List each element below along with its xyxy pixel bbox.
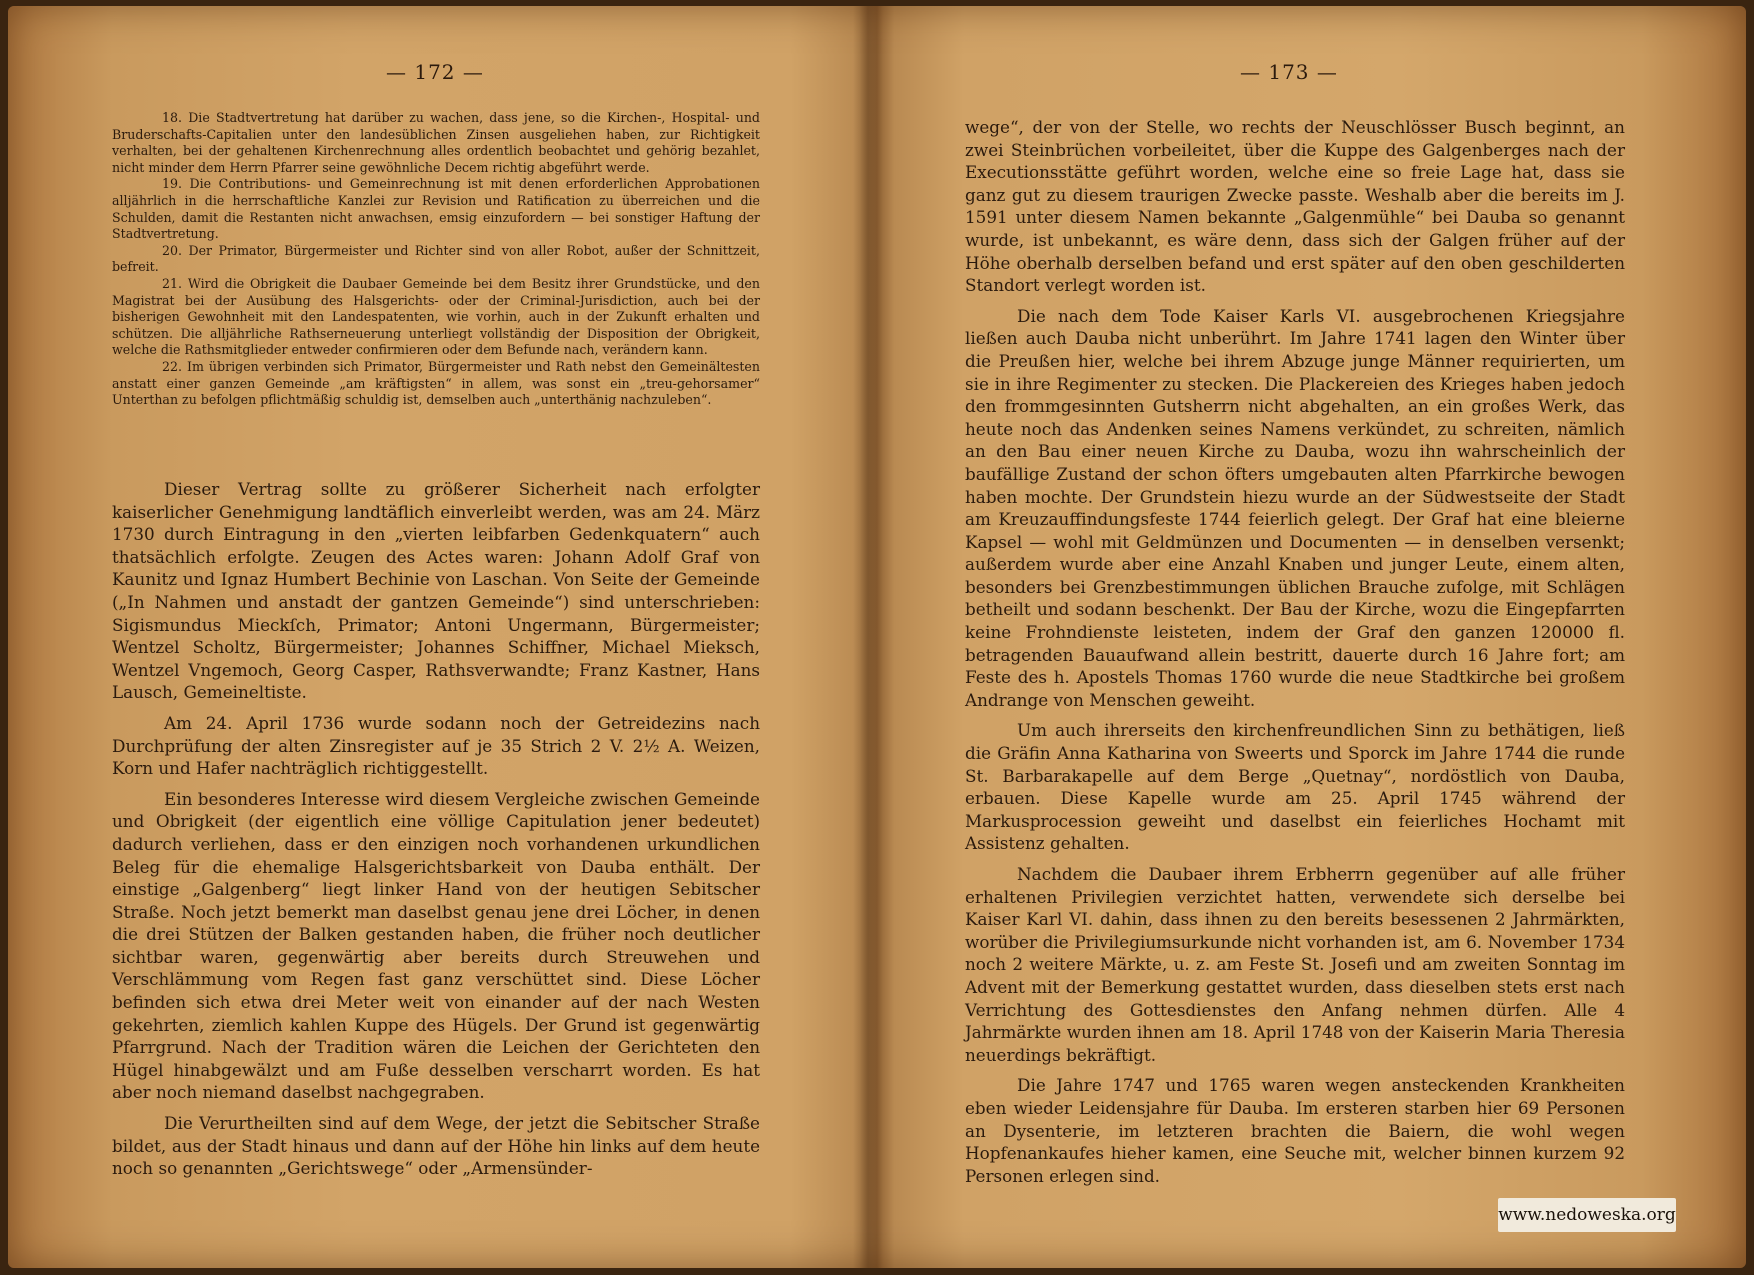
book-spread bbox=[8, 6, 1746, 1268]
paragraph: Ein besonderes Interesse wird diesem Vergleiche zwischen Gemeinde und Obrigkeit (der eigentlich eine völlige Capitulation jener bedeutet) dadurch verliehen, dass er den einzigen noch vorhandenen urkundlichen Beleg für die ehemalige Halsgerichtsbarkeit von Dauba enthält. Der einstige „Galgenberg“ liegt linker Hand von der heutigen Sebitscher Straße. Noch jetzt bemerkt man daselbst genau jene drei Löcher, in denen die drei Stützen der Balken gestanden haben, die früher noch deutlicher sichtbar waren, gegenwärtig aber bereits durch Streuwehen und Verschlämmung vom Regen fast ganz verschüttet sind. Diese Löcher befinden sich etwa drei Meter weit von einander auf der nach Westen gekehrten, ziemlich kahlen Kuppe des Hügels. Der Grund ist gegenwärtig Pfarrgrund. Nach der Tradition wären die Leichen der Gerichteten den Hügel hinabgewälzt und am Fuße desselben verscharrt worden. Es hat aber noch niemand daselbst nachgegraben. bbox=[112, 788, 760, 1103]
paragraph: wege“, der von der Stelle, wo rechts der Neuschlösser Busch beginnt, an zwei Steinbrüchen vorbeileitet, über die Kuppe des Galgenberges nach der Executionsstätte geführt worden, welche eine so freie Lage hat, dass sie ganz gut zu diesem traurigen Zwecke passte. Weshalb aber die bereits im J. 1591 unter diesem Namen bekannte „Galgenmühle“ bei Dauba so genannt wurde, ist unbekannt, es wäre denn, dass sich der Galgen früher auf der Höhe oberhalb derselben befand und erst später auf den oben geschilderten Standort verlegt worden ist. bbox=[965, 117, 1625, 296]
watermark-stamp: www.nedoweska.org bbox=[1498, 1198, 1676, 1232]
right-page bbox=[868, 6, 1746, 1268]
page-number-right: — 173 — bbox=[1240, 60, 1338, 84]
paragraph: Die Jahre 1747 und 1765 waren wegen ansteckenden Krankheiten eben wieder Leidensjahre für Dauba. Im ersteren starben hier 69 Personen an Dysenterie, im letzteren brachten die Baiern, die wohl wegen Hopfenankaufes hieher kamen, eine Seuche mit, welcher binnen kurzem 92 Personen erlegen sind. bbox=[965, 1075, 1625, 1186]
paragraph: Dieser Vertrag sollte zu größerer Sicherheit nach erfolgter kaiserlicher Genehmigung landtäflich einverleibt werden, was am 24. März 1730 durch Eintragung in den „vierten leibfarben Gedenkquatern“ auch thatsächlich erfolgte. Zeugen des Actes waren: Johann Adolf Graf von Kaunitz und Ignaz Humbert Bechinie von Laschan. Von Seite der Gemeinde („In Nahmen und anstadt der gantzen Gemeinde“) sind unterschrieben: Sigismundus Mieckſch, Primator; Antoni Ungermann, Bürgermeister; Wentzel Scholtz, Bürgermeister; Johannes Schiffner, Michael Mieksch, Wentzel Vngemoch, Georg Casper, Rathsverwandte; Franz Kastner, Hans Lausch, Gemeineltiste. bbox=[112, 479, 760, 703]
ordinance-item: 22. Im übrigen verbinden sich Primator, Bürgermeister und Rath nebst den Gemeinältesten anstatt einer ganzen Gemeinde „am kräftigsten“ in allem, was sonst ein „treu-gehorsamer“ Unterthan zu befolgen pflichtmäßig schuldig ist, demselben auch „unterthänig nachzuleben“. bbox=[112, 358, 760, 408]
left-page bbox=[8, 6, 868, 1268]
left-body-text bbox=[112, 478, 760, 1180]
paragraph: Um auch ihrerseits den kirchenfreundlichen Sinn zu bethätigen, ließ die Gräfin Anna Katharina von Sweerts und Sporck im Jahre 1744 die runde St. Barbarakapelle auf dem Berge „Quetnay“, nordöstlich von Dauba, erbauen. Diese Kapelle wurde am 25. April 1745 während der Markusprocession geweiht und daselbst ein feierliches Hochamt mit Assistenz gehalten. bbox=[965, 720, 1625, 854]
ordinance-item: 19. Die Contributions- und Gemeinrechnung ist mit denen erforderlichen Approbationen alljährlich in die herrschaftliche Kanzlei zur Revision und Ratification zu überreichen und die Schulden, damit die Restanten nicht anwachsen, emsig einzufordern — bei sonstiger Haftung der Stadtvertretung. bbox=[112, 176, 760, 242]
paragraph: Am 24. April 1736 wurde sodann noch der Getreidezins nach Durchprüfung der alten Zinsregister auf je 35 Strich 2 V. 2½ A. Weizen, Korn und Hafer nachträglich richtiggestellt. bbox=[112, 712, 760, 779]
paragraph: Nachdem die Daubaer ihrem Erbherrn gegenüber auf alle früher erhaltenen Privilegien verzichtet hatten, verwendete sich derselbe bei Kaiser Karl VI. dahin, dass ihnen zu den bereits besessenen 2 Jahrmärkten, worüber die Privilegiumsurkunde nicht vorhanden ist, am 6. November 1734 noch 2 weitere Märkte, u. z. am Feste St. Josefi und am zweiten Sonntag im Advent mit der Bemerkung gestattet wurden, dass dieselben stets erst nach Verrichtung des Gottesdienstes den Anfang nehmen dürfen. Alle 4 Jahrmärkte wurden ihnen am 18. April 1748 von der Kaiserin Maria Theresia neuerdings bekräftigt. bbox=[965, 864, 1625, 1065]
ordinance-item: 20. Der Primator, Bürgermeister und Richter sind von aller Robot, außer der Schnittzeit, befreit. bbox=[112, 242, 760, 275]
ordinance-list bbox=[112, 110, 760, 409]
right-body-text bbox=[965, 116, 1625, 1187]
paragraph: Die Verurtheilten sind auf dem Wege, der jetzt die Sebitscher Straße bildet, aus der Stadt hinaus und dann auf der Höhe hin links auf dem heute noch so genannten „Gerichtswege“ oder „Armensünder- bbox=[112, 1113, 760, 1179]
page-number-left: — 172 — bbox=[386, 60, 484, 84]
paragraph: Die nach dem Tode Kaiser Karls VI. ausgebrochenen Kriegsjahre ließen auch Dauba nicht unberührt. Im Jahre 1741 lagen den Winter über die Preußen hier, welche bei ihrem Abzuge junge Männer requirierten, um sie in ihre Regimenter zu stecken. Die Plackereien des Krieges haben jedoch den frommgesinnten Gutsherrn nicht abgehalten, an ein großes Werk, das heute noch das Andenken seines Namens verkündet, zu schreiten, nämlich an den Bau einer neuen Kirche zu Dauba, wozu ihn wahrscheinlich der baufällige Zustand der schon öfters umgebauten alten Pfarrkirche bewogen haben mochte. Der Grundstein hiezu wurde an der Südwestseite der Stadt am Kreuzauffindungsfeste 1744 feierlich gelegt. Der Graf hat eine bleierne Kapsel — wohl mit Geldmünzen und Documenten — in denselben versenkt; außerdem wurde aber eine Anzahl Knaben und junger Leute, einem alten, besonders bei Grenzbestimmungen üblichen Brauche zufolge, mit Schlägen betheilt und sodann beschenkt. Der Bau der Kirche, wozu die Eingepfarrten keine Frohndienste leisteten, indem der Graf den ganzen 120000 fl. betragenden Bauaufwand allein bestritt, dauerte durch 16 Jahre fort; am Feste des h. Apostels Thomas 1760 wurde die neue Stadtkirche bei großem Andrange von Menschen geweiht. bbox=[965, 305, 1625, 710]
ordinance-item: 18. Die Stadtvertretung hat darüber zu wachen, dass jene, so die Kirchen-, Hospital- und Bruderschafts-Capitalien unter den landesüblichen Zinsen ausgeliehen haben, zur Richtigkeit verhalten, bei der gehaltenen Kirchenrechnung alles ordentlich beobachtet und gehörig bezahlet, nicht minder dem Herrn Pfarrer seine gewöhnliche Decem richtig abgeführt werde. bbox=[112, 110, 760, 175]
ordinance-item: 21. Wird die Obrigkeit die Daubaer Gemeinde bei dem Besitz ihrer Grundstücke, und den Magistrat bei der Ausübung des Halsgerichts- oder der Criminal-Jurisdiction, auch bei der bisherigen Gewohnheit mit den Landespatenten, wie vorhin, auch in der Zukunft erhalten und schützen. Die alljährliche Rathserneuerung unterliegt vollständig der Disposition der Obrigkeit, welche die Rathsmitglieder entweder confirmieren oder dem Befunde nach, verändern kann. bbox=[112, 275, 760, 358]
